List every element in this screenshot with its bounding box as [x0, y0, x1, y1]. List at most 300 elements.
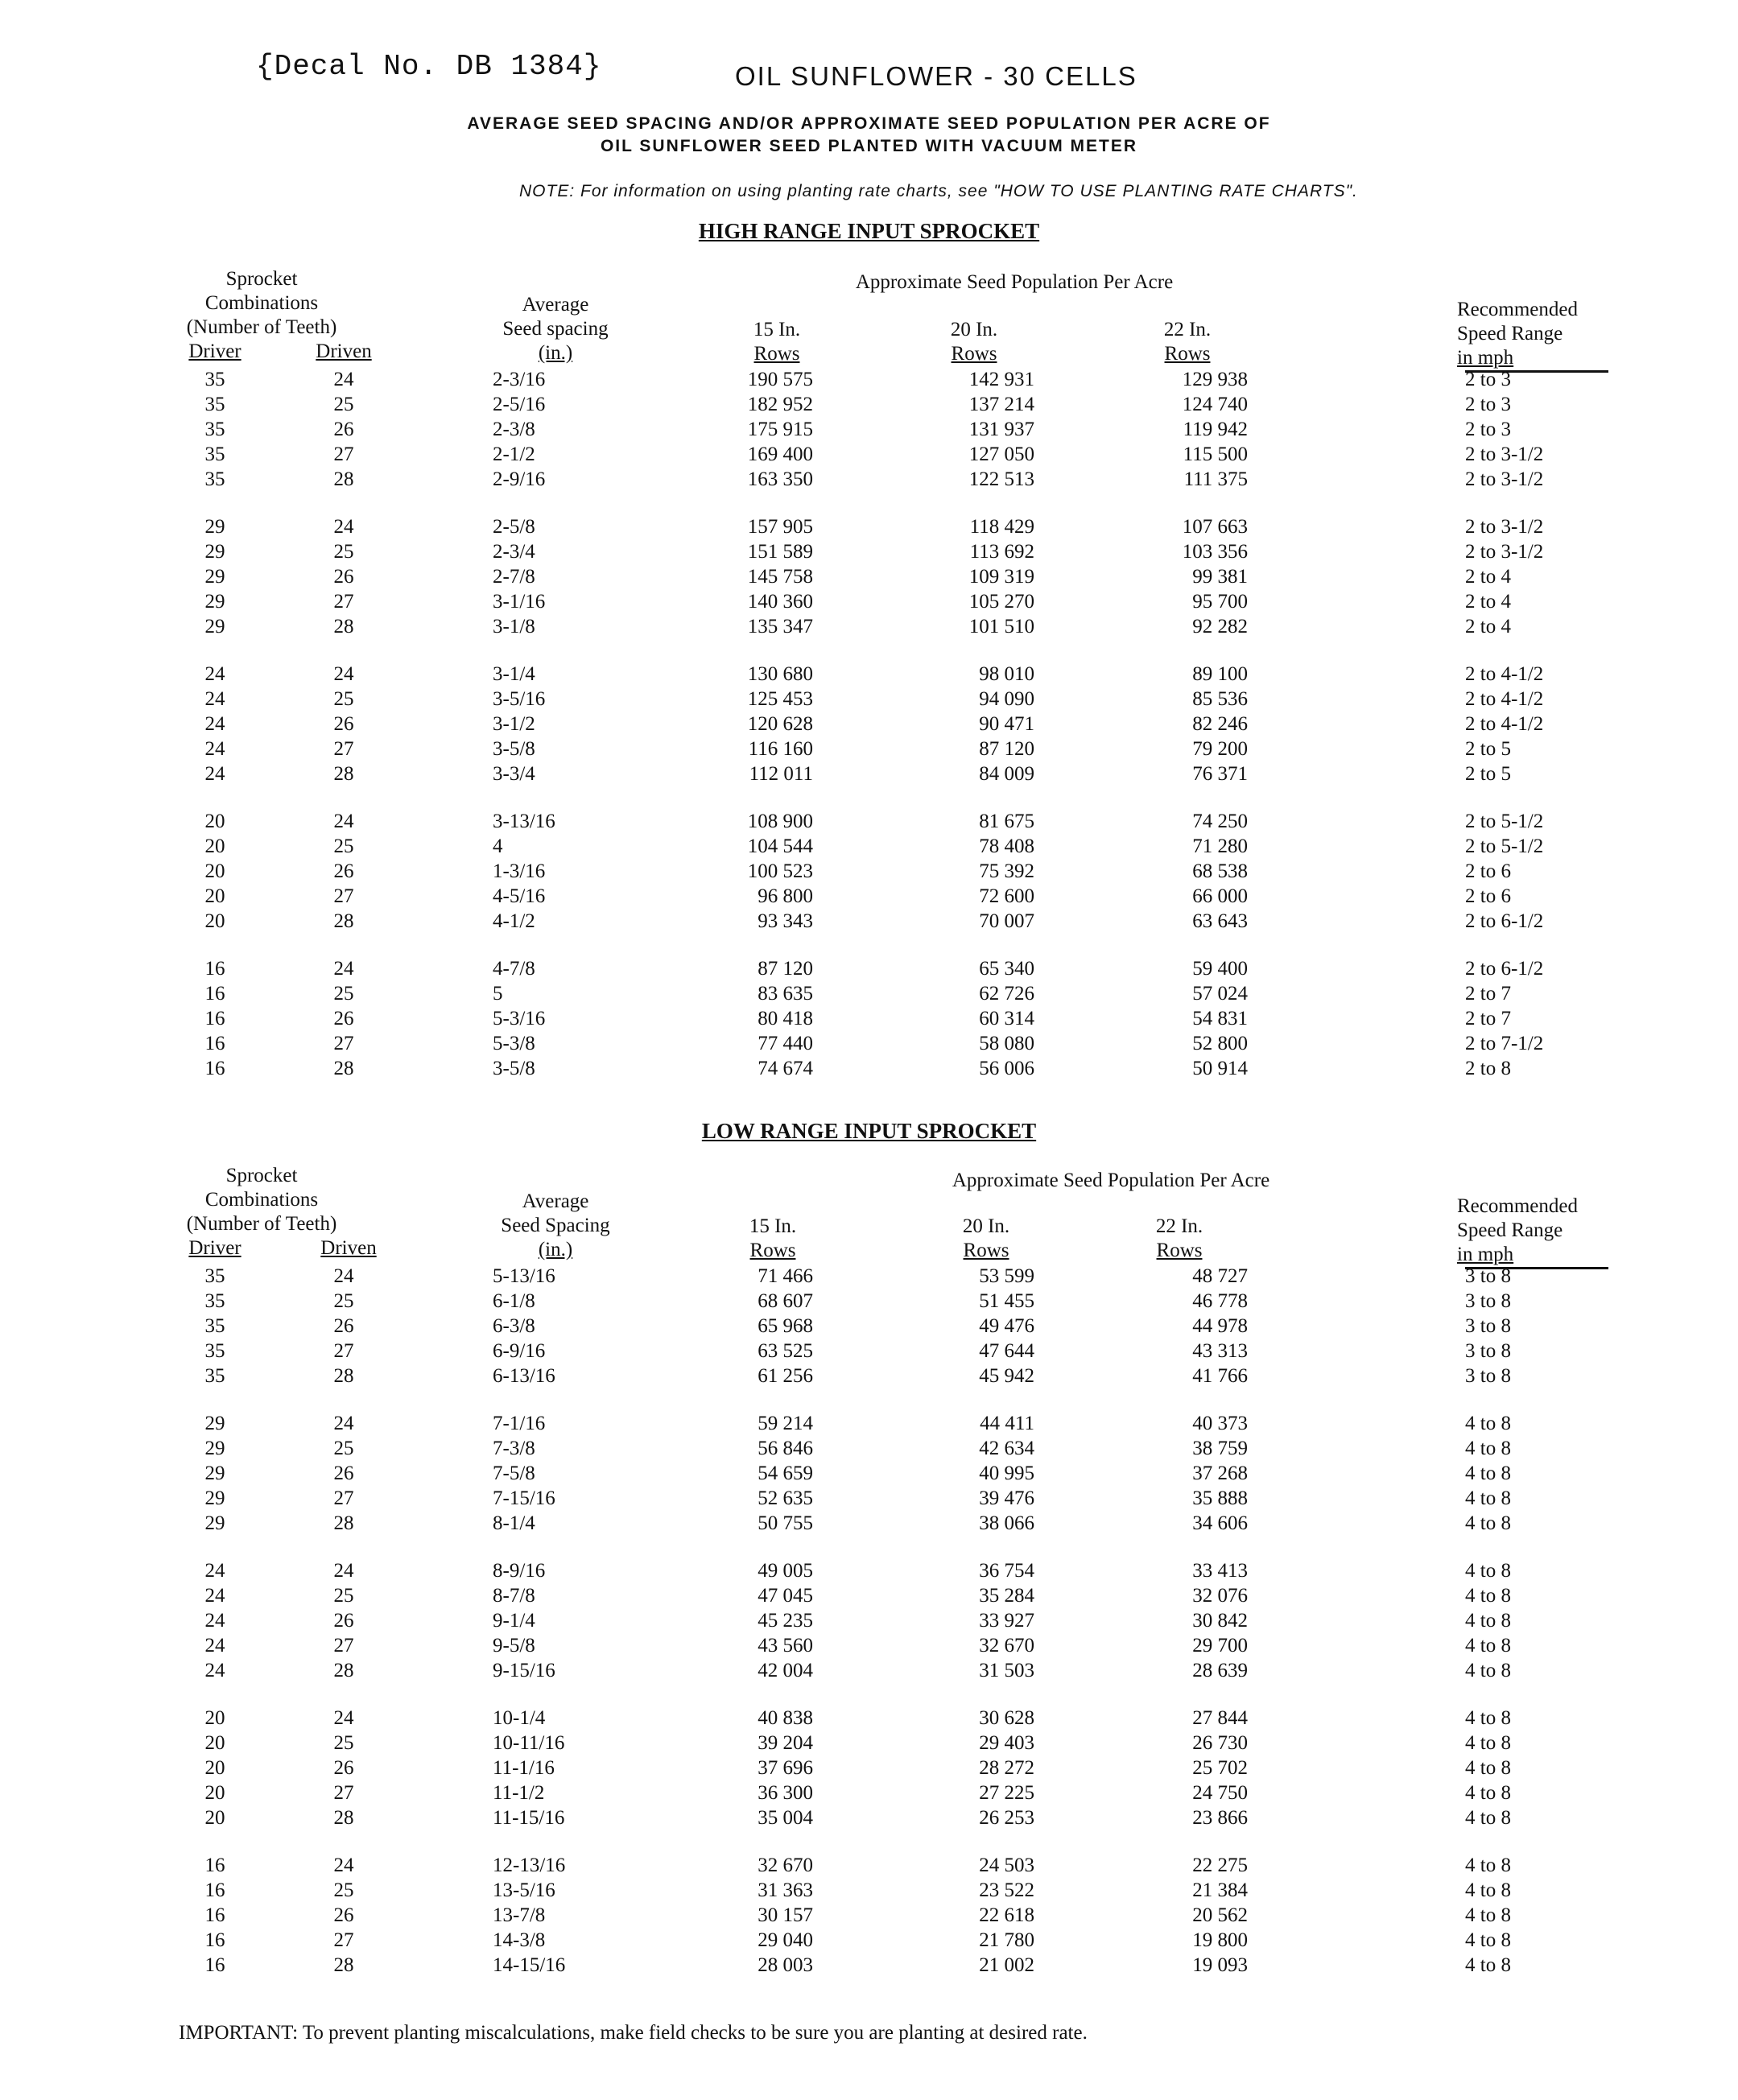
pop-22in-cell: 95 700: [1192, 591, 1248, 613]
table-row: [0, 1635, 1738, 1660]
pop-20in-cell: 118 429: [969, 516, 1034, 538]
pop-22in-cell: 99 381: [1192, 566, 1248, 588]
driver-cell: 35: [204, 1265, 225, 1287]
driver-cell: 35: [204, 444, 225, 465]
driver-cell: 35: [204, 1340, 225, 1362]
avg-spacing-cell: 2-3/16: [493, 369, 546, 390]
table-row: [0, 983, 1738, 1008]
driver-header: Driver: [188, 340, 242, 362]
table-row: [0, 468, 1738, 493]
table-row: [0, 738, 1738, 763]
pop-20in-cell: 60 314: [979, 1008, 1034, 1029]
pop-20in-cell: 87 120: [979, 738, 1034, 760]
pop-22in-cell: 89 100: [1192, 663, 1248, 685]
driver-cell: 20: [204, 1757, 225, 1779]
pop-15in-cell: 175 915: [747, 419, 813, 440]
avg-spacing-cell: 12-13/16: [493, 1855, 566, 1876]
pop-20in-cell: 105 270: [968, 591, 1034, 613]
pop-22in-cell: 46 778: [1192, 1290, 1248, 1312]
driver-cell: 24: [204, 713, 225, 735]
avg-spacing-cell: 3-1/8: [493, 616, 535, 637]
table-row: [0, 1438, 1738, 1463]
table-row: [0, 1585, 1738, 1610]
driven-cell: 24: [333, 369, 354, 390]
table-row: [0, 958, 1738, 983]
important-note: IMPORTANT: To prevent planting miscalculations, make field checks to be sure you are planting at desired rate.: [179, 2022, 1088, 2044]
driver-cell: 29: [204, 591, 225, 613]
table-row: [0, 1413, 1738, 1438]
pop-15in-cell: 140 360: [747, 591, 813, 613]
speed-range-cell: 2 to 3-1/2: [1465, 468, 1544, 490]
driver-cell: 16: [204, 1855, 225, 1876]
table-row: [0, 369, 1738, 394]
driver-cell: 29: [204, 1413, 225, 1434]
rows-15-header: 15 In. Rows: [749, 1215, 797, 1261]
speed-range-cell: 4 to 8: [1465, 1635, 1511, 1656]
speed-range-cell: 2 to 4: [1465, 566, 1511, 588]
speed-range-cell: 4 to 8: [1465, 1807, 1511, 1829]
pop-15in-cell: 30 157: [758, 1904, 813, 1926]
avg-spacing-cell: 3-1/16: [493, 591, 546, 613]
driven-cell: 26: [333, 1757, 354, 1779]
pop-20in-cell: 42 634: [979, 1438, 1034, 1459]
avg-spacing-cell: 3-3/4: [493, 763, 535, 785]
pop-15in-cell: 96 800: [758, 885, 813, 907]
avg-spacing-cell: 3-1/2: [493, 713, 535, 735]
decal-number: {Decal No. DB 1384}: [256, 50, 602, 83]
table-row: [0, 1610, 1738, 1635]
driven-cell: 25: [333, 1732, 354, 1754]
pop-22in-cell: 124 740: [1182, 394, 1248, 415]
speed-range-cell: 3 to 8: [1465, 1290, 1511, 1312]
avg-spacing-cell: 5-3/16: [493, 1008, 546, 1029]
subtitle-line-2: OIL SUNFLOWER SEED PLANTED WITH VACUUM METER: [600, 137, 1138, 155]
driven-cell: 28: [333, 616, 354, 637]
pop-20in-cell: 21 002: [979, 1954, 1034, 1976]
pop-15in-cell: 116 160: [748, 738, 813, 760]
speed-range-cell: 4 to 8: [1465, 1954, 1511, 1976]
avg-spacing-header: Average Seed spacing (in.): [502, 294, 609, 364]
table-row: [0, 1265, 1738, 1290]
speed-range-cell: 2 to 4: [1465, 591, 1511, 613]
pop-15in-cell: 190 575: [747, 369, 813, 390]
pop-15in-cell: 29 040: [758, 1929, 813, 1951]
driver-cell: 24: [204, 688, 225, 710]
driven-cell: 27: [333, 885, 354, 907]
pop-15in-cell: 42 004: [758, 1660, 813, 1681]
pop-22in-cell: 52 800: [1192, 1033, 1248, 1054]
table-row: [0, 1290, 1738, 1315]
table-row: [0, 1782, 1738, 1807]
pop-22in-cell: 43 313: [1192, 1340, 1248, 1362]
driver-cell: 29: [204, 616, 225, 637]
driven-header: Driven: [320, 1237, 377, 1259]
pop-20in-cell: 24 503: [979, 1855, 1034, 1876]
avg-spacing-cell: 4: [493, 835, 503, 857]
pop-22in-cell: 71 280: [1192, 835, 1248, 857]
driver-cell: 20: [204, 885, 225, 907]
avg-spacing-cell: 7-5/8: [493, 1463, 535, 1484]
avg-spacing-cell: 6-13/16: [493, 1365, 555, 1387]
speed-range-cell: 2 to 7: [1465, 983, 1511, 1005]
pop-15in-cell: 80 418: [758, 1008, 813, 1029]
pop-20in-cell: 33 927: [979, 1610, 1034, 1632]
pop-15in-cell: 151 589: [747, 541, 813, 563]
driven-cell: 24: [333, 516, 354, 538]
pop-20in-cell: 127 050: [968, 444, 1034, 465]
pop-15in-cell: 182 952: [747, 394, 813, 415]
driven-cell: 27: [333, 738, 354, 760]
pop-15in-cell: 104 544: [747, 835, 813, 857]
page-title: OIL SUNFLOWER - 30 CELLS: [735, 61, 1137, 91]
rows-22-header: 22 In. Rows: [1163, 319, 1212, 365]
driven-cell: 27: [333, 1340, 354, 1362]
driver-cell: 20: [204, 1707, 225, 1729]
driven-cell: 26: [333, 1008, 354, 1029]
pop-22in-cell: 119 942: [1183, 419, 1248, 440]
pop-20in-cell: 47 644: [979, 1340, 1034, 1362]
pop-15in-cell: 108 900: [747, 811, 813, 832]
pop-22in-cell: 85 536: [1192, 688, 1248, 710]
table-row: [0, 616, 1738, 641]
driven-cell: 28: [333, 1365, 354, 1387]
pop-22in-cell: 79 200: [1192, 738, 1248, 760]
driver-cell: 24: [204, 1585, 225, 1607]
avg-spacing-cell: 8-1/4: [493, 1512, 535, 1534]
speed-range-cell: 2 to 5-1/2: [1465, 811, 1544, 832]
driven-cell: 24: [333, 958, 354, 980]
pop-20in-cell: 62 726: [979, 983, 1034, 1005]
pop-20in-cell: 94 090: [979, 688, 1034, 710]
pop-20in-cell: 84 009: [979, 763, 1034, 785]
pop-15in-cell: 45 235: [758, 1610, 813, 1632]
driven-cell: 27: [333, 1033, 354, 1054]
pop-22in-cell: 32 076: [1192, 1585, 1248, 1607]
table-row: [0, 885, 1738, 910]
avg-spacing-cell: 7-15/16: [493, 1487, 555, 1509]
speed-range-cell: 2 to 3: [1465, 419, 1511, 440]
pop-20in-cell: 26 253: [979, 1807, 1034, 1829]
speed-range-cell: 4 to 8: [1465, 1879, 1511, 1901]
high-range-title: HIGH RANGE INPUT SPROCKET: [698, 219, 1040, 243]
speed-range-cell: 4 to 8: [1465, 1560, 1511, 1582]
driver-cell: 20: [204, 1732, 225, 1754]
speed-range-cell: 4 to 8: [1465, 1929, 1511, 1951]
table-row: [0, 910, 1738, 935]
driver-cell: 16: [204, 1008, 225, 1029]
driven-cell: 28: [333, 1807, 354, 1829]
avg-spacing-header: Average Seed Spacing (in.): [501, 1190, 610, 1260]
table-row: [0, 1008, 1738, 1033]
driven-cell: 28: [333, 910, 354, 932]
avg-spacing-cell: 9-1/4: [493, 1610, 535, 1632]
pop-15in-cell: 56 846: [758, 1438, 813, 1459]
avg-spacing-cell: 4-1/2: [493, 910, 535, 932]
speed-range-cell: 4 to 8: [1465, 1855, 1511, 1876]
pop-20in-cell: 49 476: [979, 1315, 1034, 1337]
speed-range-cell: 4 to 8: [1465, 1757, 1511, 1779]
driven-cell: 25: [333, 394, 354, 415]
speed-range-cell: 2 to 4-1/2: [1465, 663, 1544, 685]
pop-20in-cell: 81 675: [979, 811, 1034, 832]
pop-15in-cell: 54 659: [758, 1463, 813, 1484]
pop-15in-cell: 87 120: [758, 958, 813, 980]
population-header: Approximate Seed Population Per Acre: [855, 271, 1174, 293]
driven-cell: 26: [333, 713, 354, 735]
speed-range-cell: 4 to 8: [1465, 1413, 1511, 1434]
pop-20in-cell: 36 754: [979, 1560, 1034, 1582]
avg-spacing-cell: 5-3/8: [493, 1033, 535, 1054]
avg-spacing-cell: 13-5/16: [493, 1879, 555, 1901]
pop-15in-cell: 112 011: [749, 763, 813, 785]
pop-22in-cell: 54 831: [1192, 1008, 1248, 1029]
rows-22-header: 22 In. Rows: [1155, 1215, 1203, 1261]
driven-cell: 28: [333, 1512, 354, 1534]
avg-spacing-cell: 14-3/8: [493, 1929, 546, 1951]
pop-22in-cell: 50 914: [1192, 1058, 1248, 1079]
driven-cell: 27: [333, 1782, 354, 1804]
pop-22in-cell: 28 639: [1192, 1660, 1248, 1681]
speed-range-header: Recommended Speed Range in mph: [1457, 1195, 1578, 1265]
driven-cell: 25: [333, 688, 354, 710]
pop-20in-cell: 70 007: [979, 910, 1034, 932]
pop-22in-cell: 111 375: [1183, 468, 1248, 490]
table-row: [0, 541, 1738, 566]
pop-22in-cell: 59 400: [1192, 958, 1248, 980]
pop-22in-cell: 35 888: [1192, 1487, 1248, 1509]
pop-22in-cell: 68 538: [1192, 860, 1248, 882]
pop-15in-cell: 83 635: [758, 983, 813, 1005]
speed-range-cell: 2 to 7: [1465, 1008, 1511, 1029]
pop-22in-cell: 19 093: [1192, 1954, 1248, 1976]
table-row: [0, 763, 1738, 788]
table-row: [0, 835, 1738, 860]
table-row: [0, 516, 1738, 541]
table-row: [0, 1487, 1738, 1512]
driver-cell: 24: [204, 738, 225, 760]
speed-range-cell: 4 to 8: [1465, 1610, 1511, 1632]
pop-15in-cell: 36 300: [758, 1782, 813, 1804]
speed-range-cell: 4 to 8: [1465, 1782, 1511, 1804]
table-row: [0, 1954, 1738, 1979]
table-row: [0, 1315, 1738, 1340]
avg-spacing-cell: 10-1/4: [493, 1707, 546, 1729]
table-row: [0, 566, 1738, 591]
pop-22in-cell: 22 275: [1192, 1855, 1248, 1876]
pop-22in-cell: 103 356: [1182, 541, 1248, 563]
driven-cell: 25: [333, 835, 354, 857]
pop-15in-cell: 59 214: [758, 1413, 813, 1434]
driven-cell: 24: [333, 1855, 354, 1876]
speed-range-cell: 2 to 3: [1465, 369, 1511, 390]
avg-spacing-cell: 7-1/16: [493, 1413, 546, 1434]
pop-20in-cell: 29 403: [979, 1732, 1034, 1754]
driver-cell: 16: [204, 983, 225, 1005]
driven-cell: 25: [333, 1438, 354, 1459]
driver-cell: 16: [204, 1879, 225, 1901]
table-row: [0, 1732, 1738, 1757]
pop-22in-cell: 115 500: [1183, 444, 1248, 465]
driven-cell: 28: [333, 1954, 354, 1976]
sprocket-header: Sprocket Combinations (Number of Teeth): [186, 268, 337, 338]
pop-15in-cell: 61 256: [758, 1365, 813, 1387]
pop-15in-cell: 63 525: [758, 1340, 813, 1362]
pop-20in-cell: 109 319: [968, 566, 1034, 588]
pop-15in-cell: 120 628: [747, 713, 813, 735]
pop-20in-cell: 53 599: [979, 1265, 1034, 1287]
table-row: [0, 1660, 1738, 1685]
avg-spacing-cell: 6-1/8: [493, 1290, 535, 1312]
driven-cell: 27: [333, 1635, 354, 1656]
pop-20in-cell: 30 628: [979, 1707, 1034, 1729]
pop-20in-cell: 21 780: [979, 1929, 1034, 1951]
pop-22in-cell: 20 562: [1192, 1904, 1248, 1926]
driven-cell: 26: [333, 1610, 354, 1632]
rows-20-header: 20 In. Rows: [950, 319, 998, 365]
table-row: [0, 1807, 1738, 1832]
speed-range-cell: 2 to 3: [1465, 394, 1511, 415]
rows-20-header: 20 In. Rows: [962, 1215, 1010, 1261]
pop-20in-cell: 78 408: [979, 835, 1034, 857]
pop-20in-cell: 35 284: [979, 1585, 1034, 1607]
driver-cell: 16: [204, 1033, 225, 1054]
driver-cell: 35: [204, 394, 225, 415]
pop-20in-cell: 65 340: [979, 958, 1034, 980]
speed-range-cell: 4 to 8: [1465, 1660, 1511, 1681]
driven-cell: 26: [333, 1463, 354, 1484]
pop-22in-cell: 23 866: [1192, 1807, 1248, 1829]
pop-15in-cell: 130 680: [747, 663, 813, 685]
speed-range-cell: 4 to 8: [1465, 1487, 1511, 1509]
table-row: [0, 394, 1738, 419]
avg-spacing-cell: 3-13/16: [493, 811, 555, 832]
driven-cell: 26: [333, 566, 354, 588]
pop-15in-cell: 35 004: [758, 1807, 813, 1829]
driven-cell: 24: [333, 1265, 354, 1287]
speed-range-cell: 2 to 4-1/2: [1465, 713, 1544, 735]
driver-cell: 35: [204, 1315, 225, 1337]
table-row: [0, 1033, 1738, 1058]
pop-15in-cell: 40 838: [758, 1707, 813, 1729]
driven-cell: 27: [333, 444, 354, 465]
pop-20in-cell: 27 225: [979, 1782, 1034, 1804]
driver-cell: 29: [204, 566, 225, 588]
speed-range-cell: 3 to 8: [1465, 1365, 1511, 1387]
avg-spacing-cell: 5-13/16: [493, 1265, 555, 1287]
driver-cell: 16: [204, 1954, 225, 1976]
speed-range-cell: 2 to 3-1/2: [1465, 516, 1544, 538]
pop-22in-cell: 107 663: [1182, 516, 1248, 538]
table-row: [0, 1879, 1738, 1904]
table-row: [0, 1929, 1738, 1954]
speed-range-cell: 2 to 5-1/2: [1465, 835, 1544, 857]
low-range-title: LOW RANGE INPUT SPROCKET: [701, 1119, 1037, 1143]
speed-range-cell: 2 to 3-1/2: [1465, 541, 1544, 563]
driven-cell: 28: [333, 468, 354, 490]
driver-cell: 24: [204, 1635, 225, 1656]
driver-cell: 20: [204, 811, 225, 832]
sprocket-header: Sprocket Combinations (Number of Teeth): [186, 1165, 337, 1235]
avg-spacing-cell: 3-1/4: [493, 663, 535, 685]
table-row: [0, 1904, 1738, 1929]
driver-cell: 29: [204, 541, 225, 563]
avg-spacing-cell: 1-3/16: [493, 860, 546, 882]
driver-cell: 20: [204, 835, 225, 857]
pop-15in-cell: 43 560: [758, 1635, 813, 1656]
pop-20in-cell: 31 503: [979, 1660, 1034, 1681]
driven-cell: 27: [333, 591, 354, 613]
avg-spacing-cell: 11-1/16: [493, 1757, 555, 1779]
avg-spacing-cell: 6-3/8: [493, 1315, 535, 1337]
driver-cell: 16: [204, 1929, 225, 1951]
driven-cell: 25: [333, 1879, 354, 1901]
driver-cell: 35: [204, 468, 225, 490]
speed-range-cell: 4 to 8: [1465, 1438, 1511, 1459]
pop-20in-cell: 101 510: [968, 616, 1034, 637]
table-row: [0, 663, 1738, 688]
driver-cell: 29: [204, 1487, 225, 1509]
driver-cell: 16: [204, 1904, 225, 1926]
pop-15in-cell: 32 670: [758, 1855, 813, 1876]
pop-22in-cell: 21 384: [1192, 1879, 1248, 1901]
planting-chart-note: NOTE: For information on using planting rate charts, see "HOW TO USE PLANTING RATE CHARTS".: [519, 182, 1358, 200]
table-row: [0, 860, 1738, 885]
table-row: [0, 1340, 1738, 1365]
pop-22in-cell: 25 702: [1192, 1757, 1248, 1779]
driver-cell: 24: [204, 1610, 225, 1632]
pop-22in-cell: 29 700: [1192, 1635, 1248, 1656]
speed-range-header: Recommended Speed Range in mph: [1457, 299, 1578, 369]
speed-range-cell: 4 to 8: [1465, 1512, 1511, 1534]
speed-range-cell: 2 to 6: [1465, 885, 1511, 907]
driven-cell: 25: [333, 1585, 354, 1607]
speed-range-cell: 2 to 4: [1465, 616, 1511, 637]
pop-22in-cell: 27 844: [1192, 1707, 1248, 1729]
avg-spacing-cell: 10-11/16: [493, 1732, 565, 1754]
pop-22in-cell: 48 727: [1192, 1265, 1248, 1287]
pop-20in-cell: 32 670: [979, 1635, 1034, 1656]
pop-22in-cell: 38 759: [1192, 1438, 1248, 1459]
driven-cell: 27: [333, 1929, 354, 1951]
driven-cell: 26: [333, 1904, 354, 1926]
speed-range-cell: 4 to 8: [1465, 1707, 1511, 1729]
pop-15in-cell: 163 350: [747, 468, 813, 490]
speed-range-cell: 4 to 8: [1465, 1732, 1511, 1754]
avg-spacing-cell: 11-15/16: [493, 1807, 565, 1829]
driver-cell: 20: [204, 910, 225, 932]
pop-20in-cell: 122 513: [968, 468, 1034, 490]
pop-20in-cell: 131 937: [968, 419, 1034, 440]
driver-cell: 35: [204, 419, 225, 440]
pop-15in-cell: 93 343: [758, 910, 813, 932]
driven-cell: 24: [333, 663, 354, 685]
pop-20in-cell: 45 942: [979, 1365, 1034, 1387]
pop-22in-cell: 66 000: [1192, 885, 1248, 907]
pop-20in-cell: 22 618: [979, 1904, 1034, 1926]
speed-range-cell: 4 to 8: [1465, 1463, 1511, 1484]
avg-spacing-cell: 2-3/4: [493, 541, 535, 563]
table-row: [0, 1463, 1738, 1487]
driver-cell: 20: [204, 1807, 225, 1829]
pop-15in-cell: 100 523: [747, 860, 813, 882]
pop-15in-cell: 49 005: [758, 1560, 813, 1582]
driver-cell: 29: [204, 1512, 225, 1534]
pop-22in-cell: 129 938: [1182, 369, 1248, 390]
rows-15-header: 15 In. Rows: [753, 319, 801, 365]
driven-cell: 27: [333, 1487, 354, 1509]
table-row: [0, 1855, 1738, 1879]
driver-cell: 29: [204, 1463, 225, 1484]
